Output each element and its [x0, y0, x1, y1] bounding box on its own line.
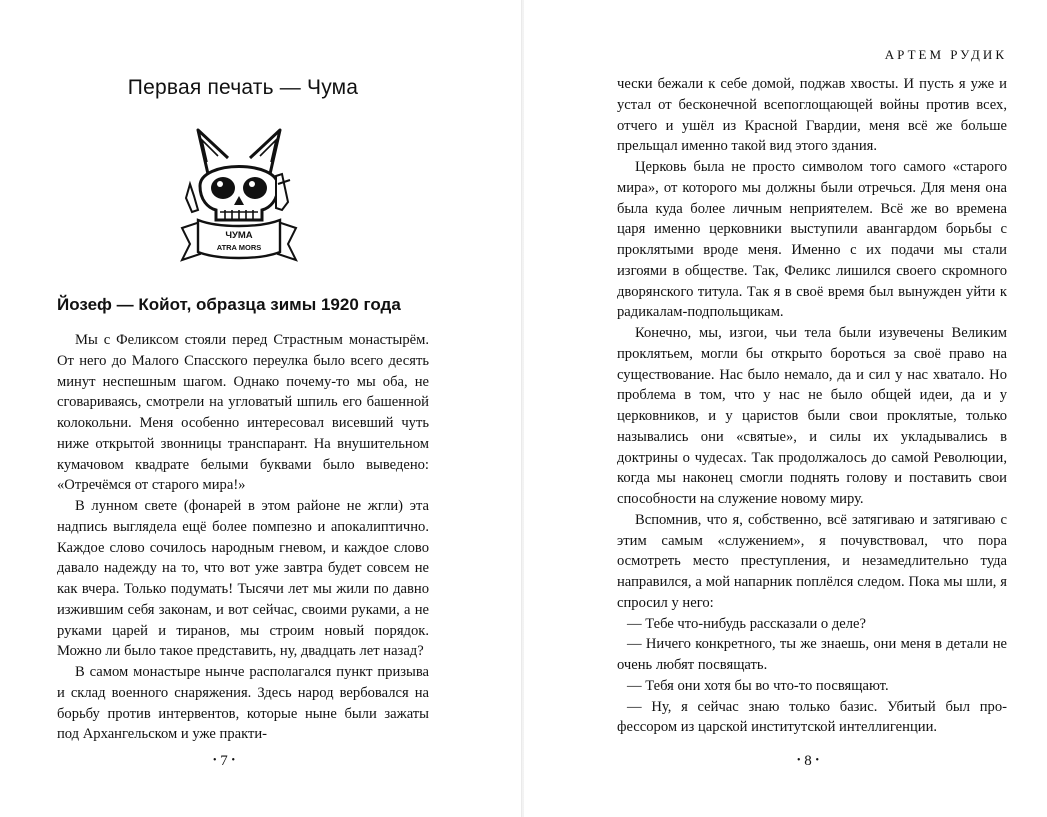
- left-page: [0, 0, 522, 817]
- chapter-title: Первая печать — Чума: [127, 76, 359, 99]
- skull-emblem-icon: [178, 124, 300, 266]
- dialogue-line: — Ничего конкретного, ты же знаешь, они меня в детали не очень любят посвящать.: [617, 636, 1007, 673]
- dialogue-line: — Тебя они хотя бы во что-то посвящают.: [627, 677, 889, 694]
- dialogue-line: — Тебе что-нибудь рассказали о деле?: [627, 615, 866, 632]
- paragraph: Вспомнив, что я, собственно, всё затягиваю и затягиваю с этим самым «служением», я почувствовал, что пора осмотреть место преступления, и незамедлительно туда направился, а мой напарник поплёлся следом. Пока мы шли, я спросил у него:: [617, 511, 1007, 611]
- paragraph: Мы с Феликсом стояли перед Страстным монастырём. От него до Малого Спасского переулка было всего десять минут неспешным шагом. Однако почему-то мы оба, не сговариваясь, смотрели на угловатый шпиль его башенной колокольни. Меня особенно интересовал висевший чуть ниже открытой звонницы транспарант. На внушительном кумачовом квадрате белыми буквами было выведено: «Отречёмся от старого мира!»: [57, 332, 429, 494]
- paragraph: Конечно, мы, изгои, чьи тела были изувечены Великим проклятьем, могли бы открыто бороться за своё право на существование. Нас было немало, да и сил у нас хватало. Но проблема в том, что у нас не было общей идеи, да и у церковников, и у царистов были свои проклятые, только назывались они «святые», и силы их укладывались в доктрины о чудесах. Так продолжалось до самой Революции, когда мы наконец смогли поднять голову и поставить свои способности на служение новому миру.: [617, 325, 1007, 507]
- page-number-value: 7: [220, 753, 228, 769]
- left-body-text: [57, 330, 429, 745]
- paragraph: В лунном свете (фонарей в этом районе не жгли) эта надпись выглядела ещё более помпезно и апокалиптично. Каждое слово сочилось народным гневом, и каждое слово давало надежду на то, что вот уже завтра будет совсем не как вчера. Только подумать! Тысячи лет мы жили по давно изжившим себя законам, и вот сейчас, своими руками, а не руками царей и тиранов, мы строим новый порядок. Можно ли было такое представить, ну, двадцать лет назад?: [57, 498, 429, 660]
- right-body-text: [617, 74, 1007, 738]
- page-number-right: • 8 •: [797, 753, 820, 769]
- dialogue-line: — Ну, я сейчас знаю только базис. Убитый был профессором из царской институтской интеллигенции.: [617, 698, 1007, 736]
- paragraph: В самом монастыре нынче располагался пункт призыва и склад военного снаряжения. Здесь народ вербовался на борьбу против интервентов, которые ныне были зажаты под Архангельском и уже практи-: [57, 664, 429, 743]
- page-number-value: 8: [804, 753, 812, 769]
- paragraph: Церковь была не просто символом того самого «старого мира», от которого мы должны были отречься. Для меня она была куда более личным неприятелем. Всё же во времена царя именно церковники выступили авангардом борьбы с проклятыми вроде меня. Именно с их подачи мы стали изгоями в обществе. Так, Феликс лишился своего скромного дворянского титула. Так я в своё время был вынужден уйти к радикалам-подпольщикам.: [617, 159, 1007, 321]
- paragraph: чески бежали к себе домой, поджав хвосты. И пусть я уже и устал от бесконечной всепоглощающей войны против всех, отчего и ушёл из Красной Гвардии, меня всё же больше прельщал именно такой вид этого здания.: [617, 76, 1007, 155]
- page-number-left: • 7 •: [213, 753, 236, 769]
- emblem-banner-line1: ЧУМА: [225, 230, 253, 241]
- emblem-banner-line2: ATRA MORS: [216, 243, 262, 252]
- section-title: Йозеф — Койот, образца зимы 1920 года: [57, 295, 401, 314]
- running-head: АРТЕМ РУДИК: [884, 47, 1007, 62]
